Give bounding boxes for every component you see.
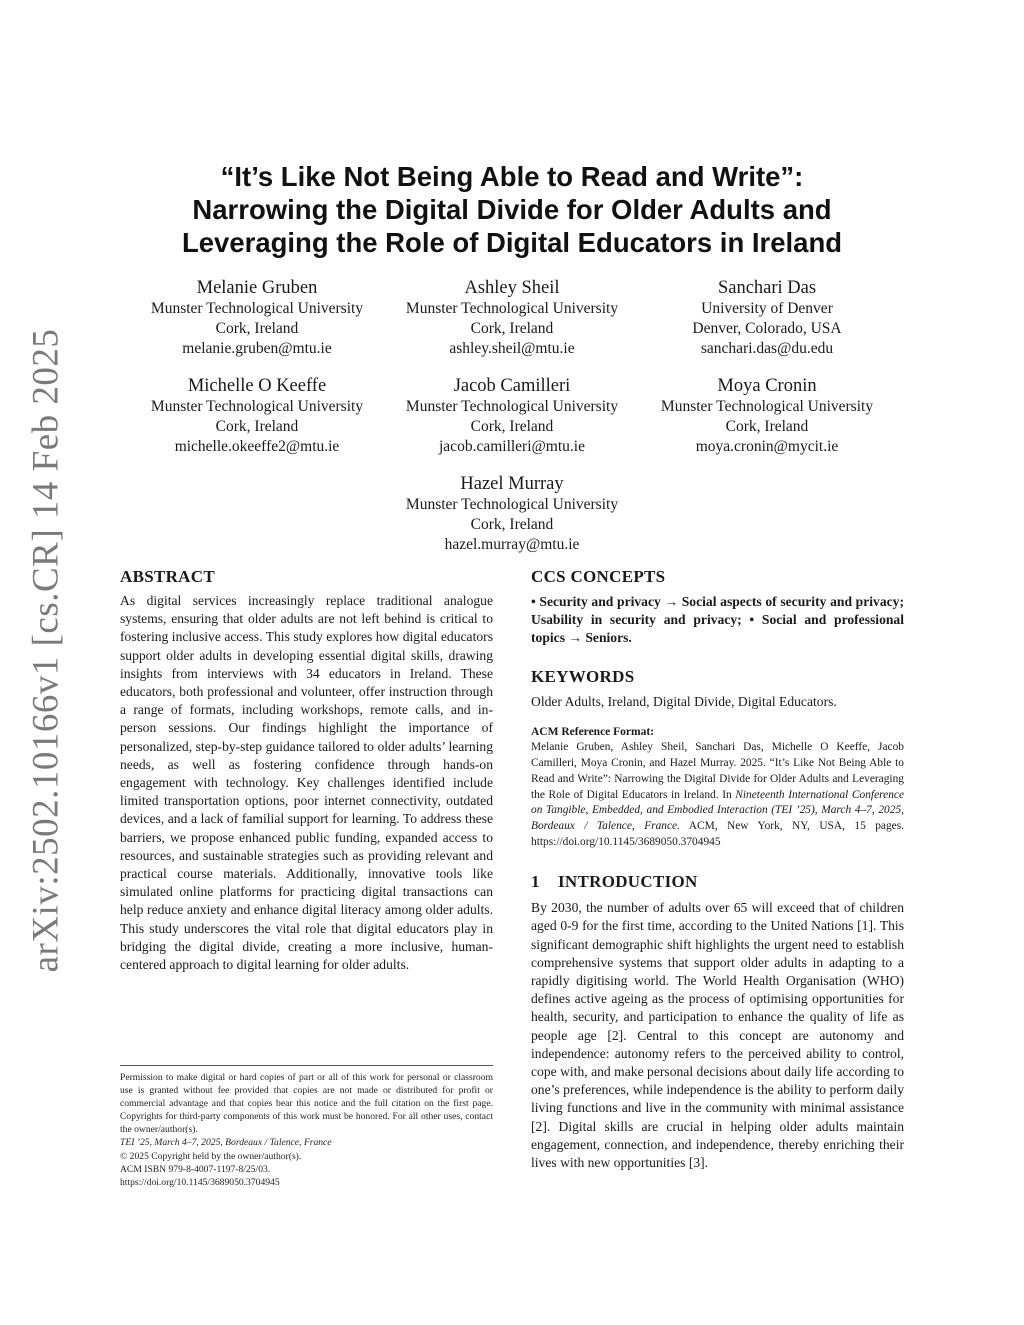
author-location: Cork, Ireland xyxy=(470,320,554,337)
acm-reference-authors: Melanie Gruben, Ashley Sheil, Sanchari Das, Michelle O Keeffe, Jacob Camilleri, Moya Cronin, and Hazel Murray. 2025. “It’s Like Not Being Able to Read and Write”: Narrowing the Digital Divide for Older Adults and Leveraging the Role of Digital Educators in Ireland. In xyxy=(531,740,904,801)
left-column xyxy=(120,566,493,974)
author-email[interactable]: hazel.murray@mtu.ie xyxy=(444,536,580,553)
author-name: Sanchari Das xyxy=(717,278,817,298)
introduction-heading: 1 INTRODUCTION xyxy=(531,872,698,892)
author-card xyxy=(385,375,639,457)
arxiv-stamp xyxy=(20,328,72,972)
author-email[interactable]: ashley.sheil@mtu.ie xyxy=(449,340,575,357)
isbn-line: ACM ISBN 979-8-4007-1197-8/25/03. xyxy=(120,1163,271,1175)
author-affiliation: University of Denver xyxy=(701,300,833,317)
author-affiliation: Munster Technological University xyxy=(405,300,619,317)
author-email[interactable]: moya.cronin@mycit.ie xyxy=(695,438,839,455)
author-email[interactable]: michelle.okeeffe2@mtu.ie xyxy=(174,438,340,455)
author-location: Cork, Ireland xyxy=(725,418,809,435)
abstract-heading: ABSTRACT xyxy=(120,567,215,586)
keywords-heading: KEYWORDS xyxy=(531,666,635,686)
author-card xyxy=(640,375,894,457)
author-card xyxy=(640,277,894,359)
author-card xyxy=(385,473,639,555)
author-location: Denver, Colorado, USA xyxy=(692,320,842,337)
author-card xyxy=(130,375,384,457)
doi-link[interactable]: https://doi.org/10.1145/3689050.3704945 xyxy=(120,1176,280,1188)
author-name: Michelle O Keeffe xyxy=(187,376,327,396)
author-name: Moya Cronin xyxy=(717,376,817,396)
author-card xyxy=(385,277,639,359)
ccs-text: • Security and privacy → Social aspects of security and privacy; Usability in security and privacy; • Social and professional topics → Seniors. xyxy=(531,594,904,646)
author-row xyxy=(130,277,894,359)
author-location: Cork, Ireland xyxy=(470,516,554,533)
abstract-text: As digital services increasingly replace traditional analogue systems, ensuring that older adults are not left behind is critical to fostering inclusive access. This study explores how digital educators support older adults in developing essential digital skills, drawing insights from interviews with 34 educators in Ireland. These educators, both professional and volunteer, offer instruction through a range of formats, including workshops, remote calls, and in-person sessions. Our findings highlight the importance of personalized, step-by-step guidance tailored to older adults’ learning needs, as well as fostering confidence through hands-on engagement with technology. Key challenges identified include limited transportation options, poor internet connectivity, outdated devices, and a lack of familial support for learning. To address these barriers, we propose enhanced public funding, expanded access to resources, and sustainable strategies such as providing relevant and practical course materials. Additionally, innovative tools like simulated online platforms for practicing digital transactions can help reduce anxiety and enhance digital literacy among older adults. This study underscores the vital role that digital educators play in bridging the digital divide, creating a more inclusive, human-centered approach to digital learning for older adults. xyxy=(120,593,493,973)
author-affiliation: Munster Technological University xyxy=(660,398,874,415)
author-name: Hazel Murray xyxy=(460,474,564,494)
conference-venue xyxy=(120,1136,493,1149)
acm-reference-text xyxy=(531,740,904,851)
conference-venue-text: TEI ’25, March 4–7, 2025, Bordeaux / Talence, France xyxy=(120,1137,332,1149)
author-name: Ashley Sheil xyxy=(464,278,560,298)
title-line-2: Narrowing the Digital Divide for Older Adults and xyxy=(192,194,832,225)
title-line-3: Leveraging the Role of Digital Educators in Ireland xyxy=(181,227,843,258)
arxiv-stamp-text: arXiv:2502.10166v1 [cs.CR] 14 Feb 2025 xyxy=(25,328,67,972)
author-affiliation: Munster Technological University xyxy=(150,300,364,317)
keywords-text: Older Adults, Ireland, Digital Divide, Digital Educators. xyxy=(531,693,837,709)
copyright-line: © 2025 Copyright held by the owner/author(s). xyxy=(120,1150,302,1162)
author-name: Melanie Gruben xyxy=(196,278,318,298)
author-email[interactable]: jacob.camilleri@mtu.ie xyxy=(439,438,585,455)
copyright-footnote xyxy=(120,1065,493,1189)
acm-reference-publisher: ACM, New York, NY, USA, 15 pages. https://doi.org/10.1145/3689050.3704945 xyxy=(531,820,904,849)
author-location: Cork, Ireland xyxy=(215,418,299,435)
right-column xyxy=(531,566,904,1172)
introduction-text: By 2030, the number of adults over 65 will exceed that of children aged 0-9 for the first time, according to the United Nations [1]. This significant demographic shift highlights the urgent need to establish comprehensive systems that support older adults in adapting to a rapidly digitising world. The World Health Organisation (WHO) defines active ageing as the process of optimising opportunities for health, security, and participation to enhance the quality of life as people age [2]. Central to this concept are autonomy and independence: autonomy refers to the perceived ability to control, cope with, and make personal decisions about daily life according to one’s preferences, while independence is the ability to perform daily living functions and live in the community with minimal assistance [2]. Digital skills are crucial in helping older adults maintain engagement, connection, and independence, thereby enriching their lives with new opportunities [3]. xyxy=(531,900,904,1170)
permission-notice: Permission to make digital or hard copies of part or all of this work for personal or classroom use is granted without fee provided that copies are not made or distributed for profit or commercial advantage and that copies bear this notice and the full citation on the first page. Copyrights for third-party components of this work must be honored. For all other uses, contact the owner/author(s). xyxy=(120,1072,493,1136)
author-name: Jacob Camilleri xyxy=(453,376,571,396)
author-affiliation: Munster Technological University xyxy=(150,398,364,415)
paper-title xyxy=(120,160,904,259)
author-email[interactable]: sanchari.das@du.edu xyxy=(700,340,834,357)
author-affiliation: Munster Technological University xyxy=(405,496,619,513)
author-location: Cork, Ireland xyxy=(470,418,554,435)
author-row xyxy=(130,473,894,555)
author-row xyxy=(130,375,894,457)
author-location: Cork, Ireland xyxy=(215,320,299,337)
acm-reference-heading: ACM Reference Format: xyxy=(531,725,655,738)
author-affiliation: Munster Technological University xyxy=(405,398,619,415)
author-block xyxy=(130,277,894,571)
author-card xyxy=(130,277,384,359)
title-line-1: “It’s Like Not Being Able to Read and Write”: xyxy=(220,161,804,192)
author-email[interactable]: melanie.gruben@mtu.ie xyxy=(182,340,332,357)
acm-reference-venue: Nineteenth International Conference on Tangible, Embedded, and Embodied Interaction (TEI ’25), March 4–7, 2025, Bordeaux / Talence, France. xyxy=(531,788,904,833)
ccs-heading: CCS CONCEPTS xyxy=(531,567,666,586)
